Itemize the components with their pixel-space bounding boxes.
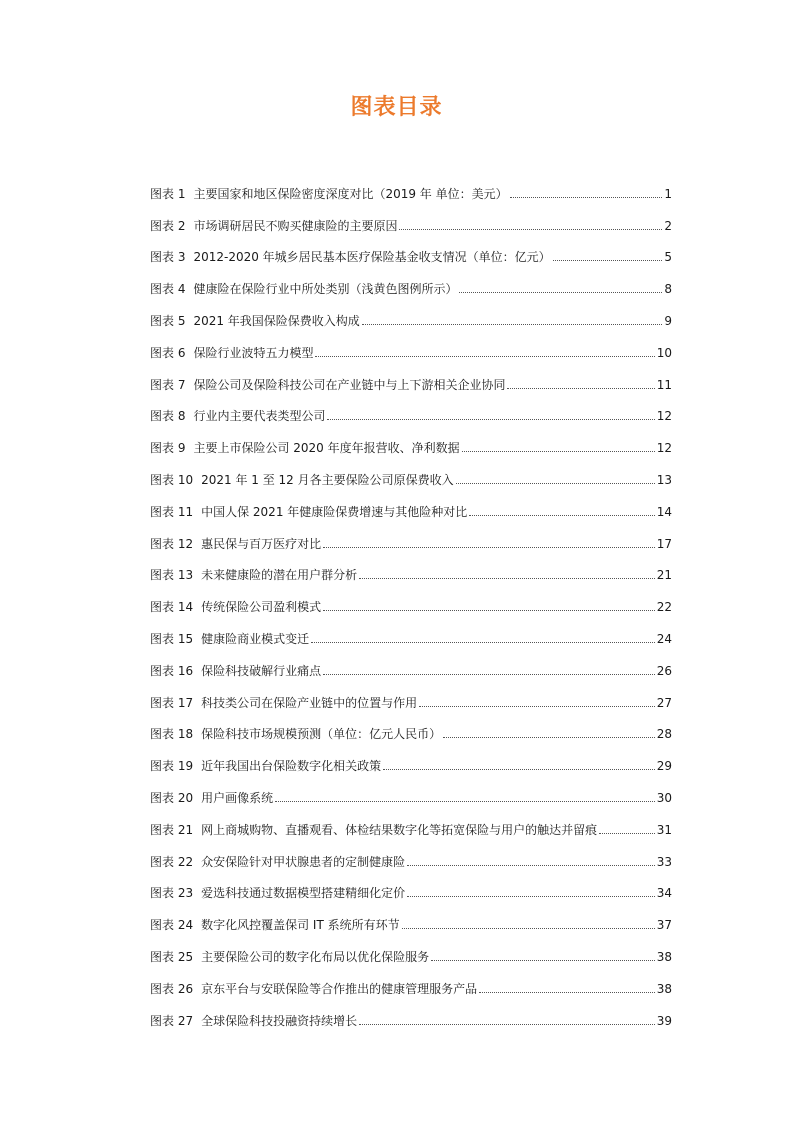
toc-leader-dots [399,229,662,230]
toc-entry-page-number: 12 [656,441,672,456]
toc-entry-title: 保险科技市场规模预测（单位：亿元人民币） [201,727,442,742]
toc-entry[interactable] [150,999,672,1031]
toc-entry-page-number: 37 [656,918,672,933]
toc-entry-title: 2021 年我国保险保费收入构成 [193,313,360,328]
toc-leader-dots [407,896,655,897]
toc-leader-dots [383,769,655,770]
toc-entry-page-number: 33 [656,854,672,869]
toc-entry[interactable] [150,267,672,299]
toc-entry-page-number: 8 [664,282,672,297]
toc-entry-label: 图表 27 [150,1013,194,1028]
toc-entry-title: 中国人保 2021 年健康险保费增速与其他险种对比 [201,504,468,519]
toc-entry-label: 图表 12 [150,536,194,551]
toc-entry-title: 众安保险针对甲状腺患者的定制健康险 [201,854,406,869]
toc-entry-page-number: 12 [656,409,672,424]
toc-leader-dots [469,515,654,516]
toc-entry-page-number: 10 [656,345,672,360]
toc-entry-label: 图表 17 [150,695,194,710]
toc-entry-title: 传统保险公司盈利模式 [201,600,322,615]
toc-entry-label: 图表 16 [150,663,194,678]
toc-entry-label: 图表 2 [150,218,186,233]
toc-entry-page-number: 24 [656,631,672,646]
toc-entry-title: 保险科技破解行业痛点 [201,663,322,678]
toc-leader-dots [359,578,655,579]
toc-leader-dots [462,451,655,452]
toc-leader-dots [327,419,654,420]
toc-entry-page-number: 22 [656,600,672,615]
toc-entry-title: 保险行业波特五力模型 [193,345,314,360]
toc-entry-label: 图表 21 [150,822,194,837]
toc-entry-page-number: 28 [656,727,672,742]
toc-entry[interactable] [150,522,672,554]
toc-entry-label: 图表 18 [150,727,194,742]
toc-entry-title: 网上商城购物、直播观看、体检结果数字化等拓宽保险与用户的触达并留痕 [201,822,598,837]
toc-entry-label: 图表 6 [150,345,186,360]
toc-entry-title: 主要上市保险公司 2020 年度年报营收、净利数据 [193,441,460,456]
toc-entry-title: 主要保险公司的数字化布局以优化保险服务 [201,949,430,964]
toc-entry-label: 图表 4 [150,282,186,297]
toc-entry[interactable] [150,426,672,458]
toc-entry-page-number: 13 [656,472,672,487]
toc-entry-label: 图表 9 [150,441,186,456]
page-title: 图表目录 [350,95,443,120]
toc-entry[interactable] [150,713,672,745]
toc-leader-dots [311,642,655,643]
toc-entry[interactable] [150,204,672,236]
toc-entry-title: 2021 年 1 至 12 月各主要保险公司原保费收入 [201,472,454,487]
toc-leader-dots [459,292,662,293]
toc-entry-page-number: 29 [656,759,672,774]
toc-entry[interactable] [150,935,672,967]
toc-entry-page-number: 17 [656,536,672,551]
toc-entry-page-number: 2 [664,218,672,233]
toc-entry-label: 图表 11 [150,504,194,519]
toc-entry[interactable] [150,331,672,363]
toc-entry-label: 图表 26 [150,981,194,996]
toc-entry-page-number: 14 [656,504,672,519]
toc-entry-label: 图表 14 [150,600,194,615]
toc-entry-label: 图表 3 [150,250,186,265]
toc-entry-label: 图表 25 [150,949,194,964]
toc-entry-title: 近年我国出台保险数字化相关政策 [201,759,382,774]
toc-entry-page-number: 31 [656,822,672,837]
toc-leader-dots [456,483,655,484]
toc-entry[interactable] [150,172,672,204]
toc-entry[interactable] [150,490,672,522]
toc-entry[interactable] [150,617,672,649]
toc-entry-label: 图表 23 [150,886,194,901]
toc-leader-dots [362,324,663,325]
toc-entry[interactable] [150,808,672,840]
toc-entry[interactable] [150,395,672,427]
toc-entry-page-number: 26 [656,663,672,678]
toc-entry-page-number: 5 [664,250,672,265]
toc-entry-label: 图表 22 [150,854,194,869]
toc-entry[interactable] [150,872,672,904]
toc-leader-dots [275,801,655,802]
toc-entry-title: 行业内主要代表类型公司 [193,409,326,424]
toc-entry[interactable] [150,744,672,776]
toc-entry-title: 爱选科技通过数据模型搭建精细化定价 [201,886,406,901]
toc-entry-title: 保险公司及保险科技公司在产业链中与上下游相关企业协同 [193,377,506,392]
toc-leader-dots [359,1024,655,1025]
toc-list [150,172,672,1031]
toc-entry-label: 图表 24 [150,918,194,933]
toc-entry[interactable] [150,236,672,268]
toc-entry-title: 科技类公司在保险产业链中的位置与作用 [201,695,418,710]
toc-entry[interactable] [150,840,672,872]
toc-entry-title: 健康险在保险行业中所处类别（浅黄色图例所示） [193,282,458,297]
toc-entry-title: 主要国家和地区保险密度深度对比（2019 年 单位：美元） [193,186,508,201]
toc-leader-dots [407,865,655,866]
toc-entry[interactable] [150,967,672,999]
toc-leader-dots [507,388,654,389]
toc-entry[interactable] [150,299,672,331]
toc-entry-page-number: 30 [656,790,672,805]
toc-leader-dots [431,960,655,961]
toc-entry-page-number: 27 [656,695,672,710]
toc-entry-title: 京东平台与安联保险等合作推出的健康管理服务产品 [201,981,478,996]
toc-entry-page-number: 1 [664,186,672,201]
toc-entry-page-number: 21 [656,568,672,583]
toc-entry-label: 图表 19 [150,759,194,774]
toc-entry-page-number: 39 [656,1013,672,1028]
toc-leader-dots [553,260,663,261]
toc-leader-dots [315,356,654,357]
toc-entry-label: 图表 5 [150,313,186,328]
toc-entry[interactable] [150,903,672,935]
toc-entry-title: 2012-2020 年城乡居民基本医疗保险基金收支情况（单位：亿元） [193,250,551,265]
toc-entry-page-number: 34 [656,886,672,901]
toc-entry-title: 惠民保与百万医疗对比 [201,536,322,551]
toc-entry-title: 市场调研居民不购买健康险的主要原因 [193,218,398,233]
toc-entry-title: 未来健康险的潜在用户群分析 [201,568,358,583]
toc-entry[interactable] [150,458,672,490]
toc-entry-title: 全球保险科技投融资持续增长 [201,1013,358,1028]
toc-leader-dots [599,833,655,834]
toc-entry-label: 图表 20 [150,790,194,805]
toc-entry-label: 图表 8 [150,409,186,424]
toc-entry-page-number: 11 [656,377,672,392]
toc-entry-page-number: 38 [656,981,672,996]
toc-entry[interactable] [150,776,672,808]
toc-entry-title: 数字化风控覆盖保司 IT 系统所有环节 [201,918,400,933]
toc-entry[interactable] [150,554,672,586]
toc-leader-dots [419,706,655,707]
toc-entry[interactable] [150,649,672,681]
toc-entry-label: 图表 15 [150,631,194,646]
toc-leader-dots [323,610,655,611]
toc-entry[interactable] [150,681,672,713]
toc-entry-title: 用户画像系统 [201,790,274,805]
toc-entry-page-number: 9 [664,313,672,328]
toc-leader-dots [510,197,663,198]
toc-entry[interactable] [150,363,672,395]
toc-entry-page-number: 38 [656,949,672,964]
toc-entry-label: 图表 13 [150,568,194,583]
toc-entry-label: 图表 7 [150,377,186,392]
toc-leader-dots [323,547,655,548]
toc-leader-dots [443,737,655,738]
toc-entry-label: 图表 1 [150,186,186,201]
toc-entry[interactable] [150,585,672,617]
toc-entry-title: 健康险商业模式变迁 [201,631,310,646]
toc-entry-label: 图表 10 [150,472,194,487]
toc-leader-dots [479,992,655,993]
toc-leader-dots [402,928,655,929]
toc-leader-dots [323,674,655,675]
